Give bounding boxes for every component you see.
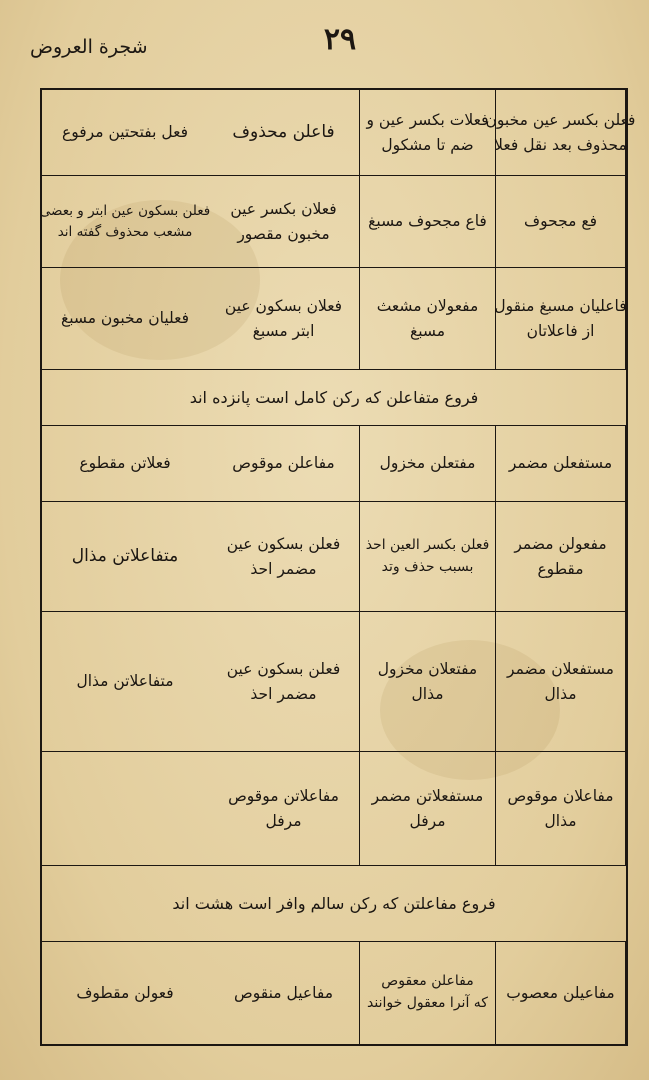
table-cell: فعلات بکسر عین و ضم تا مشکول <box>360 90 496 176</box>
table-cell <box>42 752 208 866</box>
table-cell: فعلان بسکون عین ابتر مسبغ <box>208 268 360 370</box>
page-number: ۲۹ <box>323 22 357 57</box>
table-cell: مفعولان مشعث مسبغ <box>360 268 496 370</box>
table-cell: فعلاتن مقطوع <box>42 426 208 502</box>
table-cell: فع مجحوف <box>496 176 626 268</box>
section-heading: فروع مفاعلتن که رکن سالم وافر است هشت اند <box>42 866 626 942</box>
table-cell: مستفعلان مضمر مذال <box>496 612 626 752</box>
meter-table <box>39 88 636 1046</box>
table-cell: فاعلیان مسبغ منقول از فاعلاتان <box>496 268 626 370</box>
table-cell: فعلن بکسر عین مخبون محذوف بعد نقل فعلا <box>496 90 626 176</box>
table-cell: مفاعلن موقوص <box>208 426 360 502</box>
table-cell: فعلن بکسر العین احذ بسبب حذف وتد <box>360 502 496 612</box>
table-cell: مفاعیل منقوص <box>208 942 360 1044</box>
section-heading: فروع متفاعلن که رکن کامل است پانزده اند <box>42 370 626 426</box>
table-cell: فعلیان مخبون مسبغ <box>42 268 208 370</box>
table-cell: مفتعلان مخزول مذال <box>360 612 496 752</box>
table-cell: مفعولن مضمر مقطوع <box>496 502 626 612</box>
table-cell: فعلن بسکون عین ابتر و بعضی مشعب محذوف گفته اند <box>42 176 208 268</box>
table-cell: مفاعیلن معصوب <box>496 942 626 1044</box>
table-cell: فعل بفتحتین مرفوع <box>42 90 208 176</box>
table-cell: مستفعلاتن مضمر مرفل <box>360 752 496 866</box>
table-cell: مفاعلان موقوص مذال <box>496 752 626 866</box>
table-cell: فعلن بسکون عین مضمر احذ <box>208 502 360 612</box>
table-cell: متفاعلاتن مذال <box>42 612 208 752</box>
page-header <box>0 18 649 78</box>
table-cell: مفاعلاتن موقوص مرفل <box>208 752 360 866</box>
table-cell: متفاعلاتن مذال <box>42 502 208 612</box>
table-cell: فاع مجحوف مسبغ <box>360 176 496 268</box>
table-cell: مفتعلن مخزول <box>360 426 496 502</box>
table-cell: فاعلن محذوف <box>208 90 360 176</box>
table-cell: مستفعلن مضمر <box>496 426 626 502</box>
running-title: شجرة العروض <box>30 36 148 58</box>
table-cell: مفاعلن معقوص که آنرا معقول خوانند <box>360 942 496 1044</box>
table-cell: فعلن بسکون عین مضمر احذ <box>208 612 360 752</box>
table-cell: فعولن مقطوف <box>76 983 174 1002</box>
table-cell: فعلان بکسر عین مخبون مقصور <box>208 176 360 268</box>
